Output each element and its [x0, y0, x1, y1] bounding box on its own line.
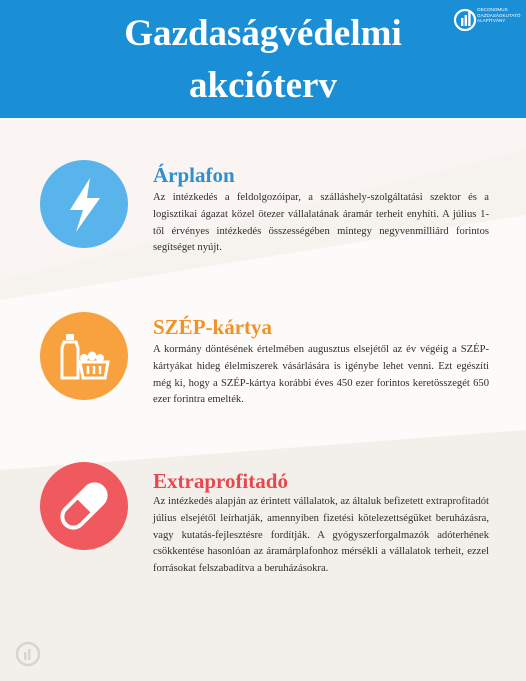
section-text: Az intézkedés a feldolgozóipar, a szálláshely-szolgáltatási szektor és a logisztikai ágazat közel ötezer vállalatának áramár terheit enyhíti. A július 1-től érvényes intézkedés összességében mintegy negyvenmilliárd forintos segítséget nyújt. — [153, 192, 489, 254]
section-title: SZÉP-kártya — [153, 315, 273, 339]
logo-line-2: GAZDASÁGKUTATÓ — [477, 12, 521, 18]
watermark-logo-icon — [12, 638, 44, 670]
section-title: Árplafon — [153, 163, 235, 187]
title-line-2: akcióterv — [189, 65, 337, 106]
page-title — [0, 8, 526, 112]
section-text: Az intézkedés alapján az érintett vállalatok, az általuk befizetett extraprofitadót július elsejétől leírhatják, amennyiben fizetési kötelezettségüket beruházásra, vagy kutatás-fejlesztésre fordítják. A gyógyszerforgalmazók adóterhének csökkentése hasonlóan az áramárplafonhoz mérsékli a vállalatok terheit, ezzel forrásokat felszabadítva a beruházásokra. — [153, 496, 489, 575]
logo-text — [477, 7, 525, 24]
lightning-icon — [40, 160, 128, 248]
section-icon-circle — [40, 160, 128, 248]
title-line-1: Gazdaságvédelmi — [124, 13, 402, 54]
section-icon-circle — [40, 462, 128, 550]
section-text: A kormány döntésének értelmében augusztus elsejétől az év végéig a SZÉP-kártyákat hideg élelmiszerek vásárlására is igénybe lehet venni. Ezt egészíti még ki, hogy a SZÉP-kártya korábbi éves 450 ezer forintos keretösszegét 650 ezer forintra emelték. — [153, 344, 489, 406]
pill-icon — [40, 462, 128, 550]
section-title: Extraprofitadó — [153, 469, 288, 493]
logo-line-3: ALAPÍTVÁNY — [477, 18, 506, 24]
groceries-icon — [40, 312, 128, 400]
logo-line-1: OECONOMUS — [477, 7, 508, 12]
section-icon-circle — [40, 312, 128, 400]
